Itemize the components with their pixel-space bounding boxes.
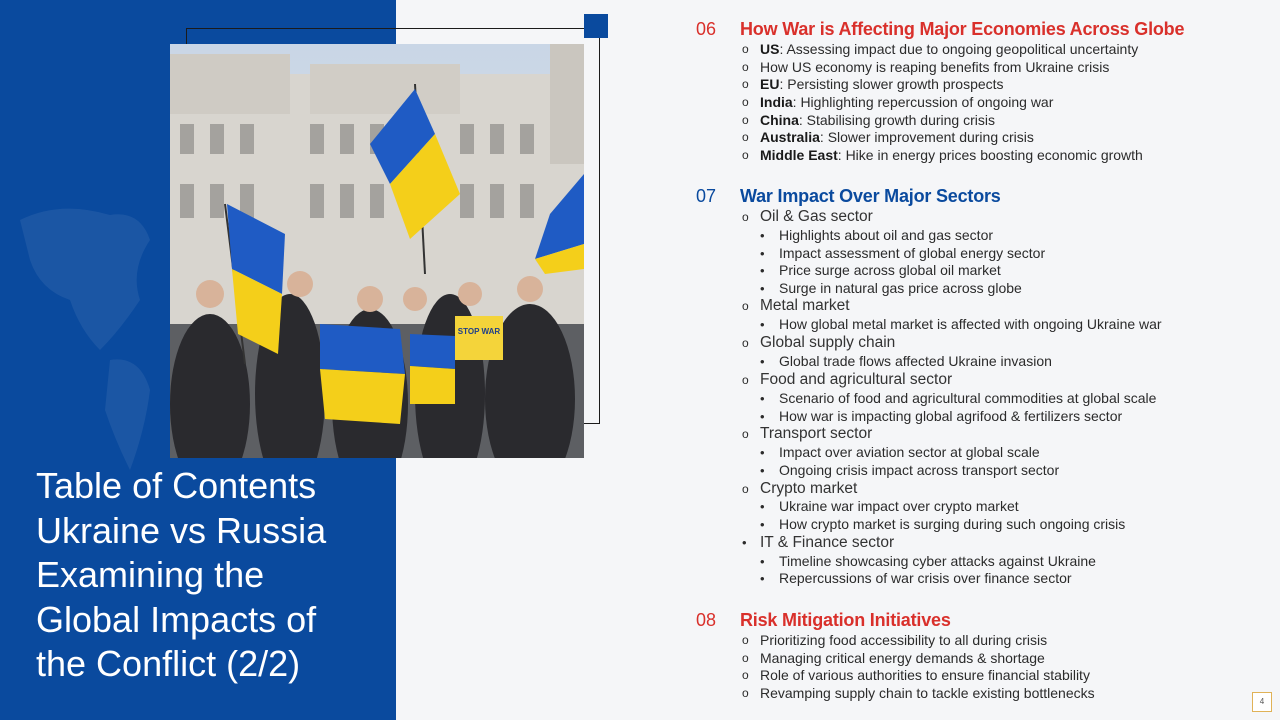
list-item: Prioritizing food accessibility to all during crisis: [760, 632, 1048, 648]
title-line: Ukraine vs Russia: [36, 509, 327, 551]
dot-bullet: •: [760, 317, 765, 332]
dot-bullet: •: [760, 571, 765, 586]
title-line: Global Impacts of: [36, 598, 317, 640]
title-line: Examining the: [36, 554, 265, 595]
circle-bullet: o: [742, 633, 749, 647]
title-line: the Conflict (2/2): [36, 643, 301, 684]
corner-accent-square: [584, 14, 608, 38]
list-item: Ukraine war impact over crypto market: [779, 498, 1019, 514]
list-item: Repercussions of war crisis over finance sector: [779, 570, 1072, 586]
circle-bullet: o: [742, 113, 749, 127]
ukraine-rally-photo: [170, 44, 584, 458]
section-title[interactable]: Risk Mitigation Initiatives: [740, 610, 951, 630]
circle-bullet: o: [742, 77, 749, 91]
dot-bullet: •: [742, 535, 747, 550]
page-number: 4: [1252, 692, 1272, 712]
section-title[interactable]: War Impact Over Major Sectors: [740, 186, 1001, 206]
list-item: Scenario of food and agricultural commodities at global scale: [779, 390, 1157, 406]
subsection-label: Metal market: [760, 297, 850, 314]
list-item: India: Highlighting repercussion of ongoing war: [760, 94, 1054, 110]
circle-bullet: o: [742, 42, 749, 56]
list-item: Highlights about oil and gas sector: [779, 227, 994, 243]
list-item: China: Stabilising growth during crisis: [760, 112, 995, 128]
dot-bullet: •: [760, 281, 765, 296]
circle-bullet: o: [742, 336, 749, 350]
circle-bullet: o: [742, 373, 749, 387]
protest-sign-text: STOP WAR: [457, 327, 501, 336]
circle-bullet: o: [742, 148, 749, 162]
section-title[interactable]: How War is Affecting Major Economies Across Globe: [740, 19, 1185, 39]
list-item: Ongoing crisis impact across transport sector: [779, 462, 1060, 478]
list-item: Middle East: Hike in energy prices boosting economic growth: [760, 147, 1143, 163]
list-item: How crypto market is surging during such ongoing crisis: [779, 516, 1126, 532]
dot-bullet: •: [760, 445, 765, 460]
subsection-label: Transport sector: [760, 425, 873, 442]
list-item: How global metal market is affected with ongoing Ukraine war: [779, 316, 1162, 332]
circle-bullet: o: [742, 210, 749, 224]
list-item: Global trade flows affected Ukraine invasion: [779, 353, 1052, 369]
section-number: 06: [696, 19, 717, 39]
dot-bullet: •: [760, 263, 765, 278]
list-item: Impact assessment of global energy sector: [779, 245, 1046, 261]
circle-bullet: o: [742, 95, 749, 109]
subsection-label: Oil & Gas sector: [760, 208, 873, 225]
dot-bullet: •: [760, 517, 765, 532]
section-number: 07: [696, 186, 717, 206]
dot-bullet: •: [760, 499, 765, 514]
list-item: Impact over aviation sector at global scale: [779, 444, 1040, 460]
list-item: Price surge across global oil market: [779, 262, 1001, 278]
dot-bullet: •: [760, 246, 765, 261]
title-line: Table of Contents: [36, 465, 317, 506]
circle-bullet: o: [742, 482, 749, 496]
list-item: Australia: Slower improvement during crisis: [760, 129, 1034, 145]
dot-bullet: •: [760, 391, 765, 406]
circle-bullet: o: [742, 686, 749, 700]
subsection-label: Global supply chain: [760, 334, 896, 351]
list-item: Surge in natural gas price across globe: [779, 280, 1022, 296]
dot-bullet: •: [760, 354, 765, 369]
list-item: How US economy is reaping benefits from Ukraine crisis: [760, 59, 1110, 75]
dot-bullet: •: [760, 463, 765, 478]
list-item: Managing critical energy demands & shortage: [760, 650, 1045, 666]
dot-bullet: •: [760, 228, 765, 243]
circle-bullet: o: [742, 60, 749, 74]
dot-bullet: •: [760, 409, 765, 424]
list-item: How war is impacting global agrifood & fertilizers sector: [779, 408, 1123, 424]
list-item: EU: Persisting slower growth prospects: [760, 76, 1004, 92]
page-title: [36, 464, 386, 687]
list-item: US: Assessing impact due to ongoing geopolitical uncertainty: [760, 41, 1139, 57]
subsection-label: IT & Finance sector: [760, 534, 895, 551]
subsection-label: Food and agricultural sector: [760, 371, 953, 388]
circle-bullet: o: [742, 299, 749, 313]
subsection-label: Crypto market: [760, 480, 858, 497]
dot-bullet: •: [760, 554, 765, 569]
section-number: 08: [696, 610, 717, 630]
circle-bullet: o: [742, 130, 749, 144]
list-item: Timeline showcasing cyber attacks against Ukraine: [779, 553, 1096, 569]
circle-bullet: o: [742, 668, 749, 682]
list-item: Role of various authorities to ensure financial stability: [760, 667, 1090, 683]
circle-bullet: o: [742, 427, 749, 441]
circle-bullet: o: [742, 651, 749, 665]
list-item: Revamping supply chain to tackle existing bottlenecks: [760, 685, 1095, 701]
